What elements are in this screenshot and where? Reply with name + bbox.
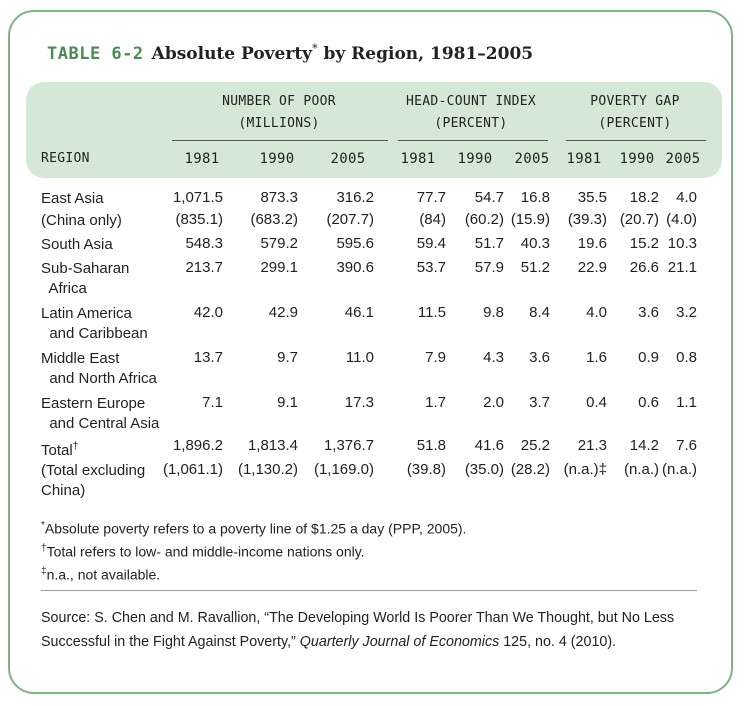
group-header-line2: (PERCENT) [434, 116, 508, 131]
table-cell: 14.2 [629, 437, 659, 454]
region-name-line: China) [41, 482, 86, 499]
table-cell: 7.9 [425, 349, 446, 366]
region-name-line: (China only) [41, 212, 122, 229]
title-footnote-mark: * [312, 42, 318, 55]
table-cell: 7.1 [202, 394, 223, 411]
table-cell: (20.7) [619, 211, 659, 228]
table-cell: 77.7 [416, 189, 446, 206]
region-name-line: (Total excluding [41, 462, 146, 479]
footnote-mark: * [41, 520, 45, 531]
table-number: TABLE 6-2 [47, 44, 144, 64]
table-cell: (60.2) [464, 211, 504, 228]
group-underline [172, 140, 388, 141]
table-cell: 0.9 [638, 349, 659, 366]
group-header-poverty-gap [562, 91, 708, 135]
table-cell: (1,169.0) [313, 461, 374, 478]
table-cell: 57.9 [474, 259, 504, 276]
region-name [41, 259, 129, 299]
table-cell: 3.6 [529, 349, 550, 366]
table-cell: 4.0 [676, 189, 697, 206]
footnote [41, 539, 365, 562]
table-cell: 4.0 [586, 304, 607, 321]
table-cell: (683.2) [250, 211, 298, 228]
region-name [41, 349, 157, 389]
table-cell: 0.6 [638, 394, 659, 411]
table-cell: 21.1 [667, 259, 697, 276]
table-cell: (39.3) [567, 211, 607, 228]
year-header: 2005 [665, 151, 701, 167]
region-name [41, 394, 159, 434]
region-name [41, 461, 145, 501]
group-header-line1: NUMBER OF POOR [222, 94, 336, 109]
table-cell: (n.a.)‡ [563, 461, 607, 478]
region-name-line: and Central Asia [41, 415, 160, 432]
region-name-line: and Caribbean [41, 325, 148, 342]
group-header-line2: (MILLIONS) [238, 116, 320, 131]
table-cell: 51.2 [520, 259, 550, 276]
table-cell: 16.8 [520, 189, 550, 206]
title-suffix: by Region, 1981–2005 [317, 44, 534, 64]
region-name-line: Eastern Europe [41, 395, 146, 412]
table-cell: 3.7 [529, 394, 550, 411]
table-cell: 1,376.7 [323, 437, 374, 454]
source-note [41, 606, 711, 654]
year-header: 1990 [457, 151, 493, 167]
group-header-head-count-index [396, 91, 546, 135]
table-cell: 40.3 [520, 235, 550, 252]
table-cell: 9.1 [277, 394, 298, 411]
table-cell: 15.2 [629, 235, 659, 252]
footnote-text: Total refers to low- and middle-income nations only. [46, 543, 365, 560]
source-citation: 125, no. 4 (2010). [499, 634, 617, 650]
table-cell: (28.2) [510, 461, 550, 478]
table-cell: 11.5 [417, 304, 446, 321]
table-cell: (207.7) [326, 211, 374, 228]
table-cell: 51.8 [416, 437, 446, 454]
table-cell: 0.8 [676, 349, 697, 366]
region-name-line: Total [41, 442, 73, 459]
table-cell: 46.1 [344, 304, 374, 321]
region-name [41, 189, 104, 209]
table-title [47, 42, 533, 64]
footnote-mark: ‡ [41, 566, 47, 577]
table-cell: 21.3 [577, 437, 607, 454]
region-name [41, 304, 148, 344]
table-cell: 1.7 [425, 394, 446, 411]
year-header: 2005 [514, 151, 550, 167]
region-column-header: REGION [41, 151, 90, 166]
title-text: Absolute Poverty [151, 44, 313, 64]
table-cell: 54.7 [474, 189, 504, 206]
region-name-line: Sub-Saharan [41, 260, 130, 277]
table-cell: 51.7 [474, 235, 504, 252]
table-cell: (n.a.) [661, 461, 697, 478]
group-header-line2: (PERCENT) [598, 116, 672, 131]
footnote-text: Absolute poverty refers to a poverty line of $1.25 a day (PPP, 2005). [44, 520, 467, 537]
table-cell: 548.3 [185, 235, 223, 252]
table-cell: 1,896.2 [172, 437, 223, 454]
footnote [41, 562, 160, 585]
table-cell: 13.7 [193, 349, 223, 366]
group-underline [398, 140, 548, 141]
table-cell: (84) [419, 211, 446, 228]
footnote-text: n.a., not available. [46, 566, 161, 583]
table-cell: 2.0 [483, 394, 504, 411]
table-cell: 299.1 [260, 259, 298, 276]
source-journal: Quarterly Journal of Economics [299, 634, 500, 650]
table-cell: 42.9 [268, 304, 298, 321]
table-cell: 10.3 [667, 235, 697, 252]
region-name-line: and North Africa [41, 370, 157, 387]
year-header: 1990 [619, 151, 655, 167]
table-cell: (4.0) [666, 211, 697, 228]
region-name [41, 235, 113, 255]
table-cell: 213.7 [185, 259, 223, 276]
table-cell: 0.4 [586, 394, 607, 411]
table-cell: (1,130.2) [237, 461, 298, 478]
table-cell: 4.3 [483, 349, 504, 366]
table-cell: (n.a.) [623, 461, 659, 478]
table-cell: 22.9 [577, 259, 607, 276]
table-cell: 42.0 [193, 304, 223, 321]
table-cell: 316.2 [336, 189, 374, 206]
group-header-number-of-poor [168, 91, 390, 135]
table-cell: (835.1) [175, 211, 223, 228]
year-header: 1981 [566, 151, 602, 167]
table-cell: 1.1 [676, 394, 697, 411]
table-cell: 9.8 [483, 304, 504, 321]
table-cell: 1,071.5 [172, 189, 223, 206]
region-name-line: East Asia [41, 190, 104, 207]
table-cell: 19.6 [577, 235, 607, 252]
table-cell: 25.2 [520, 437, 550, 454]
table-cell: (15.9) [510, 211, 550, 228]
region-name [41, 211, 122, 231]
region-name-line: Africa [41, 280, 87, 297]
source-text: Source: S. Chen and M. Ravallion, “The Developing World Is Poorer Than We Thought, but No Less Successful in the Fight Against Poverty,” [41, 610, 675, 650]
table-cell: 9.7 [277, 349, 298, 366]
region-name-line: Latin America [41, 305, 132, 322]
table-cell: (1,061.1) [162, 461, 223, 478]
table-cell: (35.0) [464, 461, 504, 478]
region-name-line: Middle East [41, 350, 120, 367]
region-name-line: South Asia [41, 236, 113, 253]
footnote-mark: † [72, 441, 79, 452]
table-cell: 1.6 [586, 349, 607, 366]
group-header-line1: POVERTY GAP [590, 94, 680, 109]
year-header: 1990 [259, 151, 295, 167]
table-cell: 26.6 [629, 259, 659, 276]
table-cell: 390.6 [336, 259, 374, 276]
table-cell: 7.6 [676, 437, 697, 454]
table-cell: 11.0 [345, 349, 374, 366]
table-cell: 41.6 [474, 437, 504, 454]
table-cell: 59.4 [416, 235, 446, 252]
table-cell: 3.2 [676, 304, 697, 321]
table-cell: 1,813.4 [247, 437, 298, 454]
table-cell: 35.5 [577, 189, 607, 206]
table-cell: 17.3 [344, 394, 374, 411]
table-cell: 8.4 [529, 304, 550, 321]
table-cell: 18.2 [629, 189, 659, 206]
group-underline [566, 140, 706, 141]
table-cell: (39.8) [406, 461, 446, 478]
year-header: 1981 [184, 151, 220, 167]
table-cell: 3.6 [638, 304, 659, 321]
region-name [41, 437, 78, 461]
source-divider [41, 590, 697, 591]
year-header: 1981 [400, 151, 436, 167]
table-cell: 595.6 [336, 235, 374, 252]
table-cell: 873.3 [260, 189, 298, 206]
footnote-mark: † [41, 543, 47, 554]
footnote [41, 516, 466, 539]
table-cell: 53.7 [416, 259, 446, 276]
group-header-line1: HEAD-COUNT INDEX [405, 94, 537, 109]
year-header: 2005 [330, 151, 366, 167]
table-cell: 579.2 [260, 235, 298, 252]
